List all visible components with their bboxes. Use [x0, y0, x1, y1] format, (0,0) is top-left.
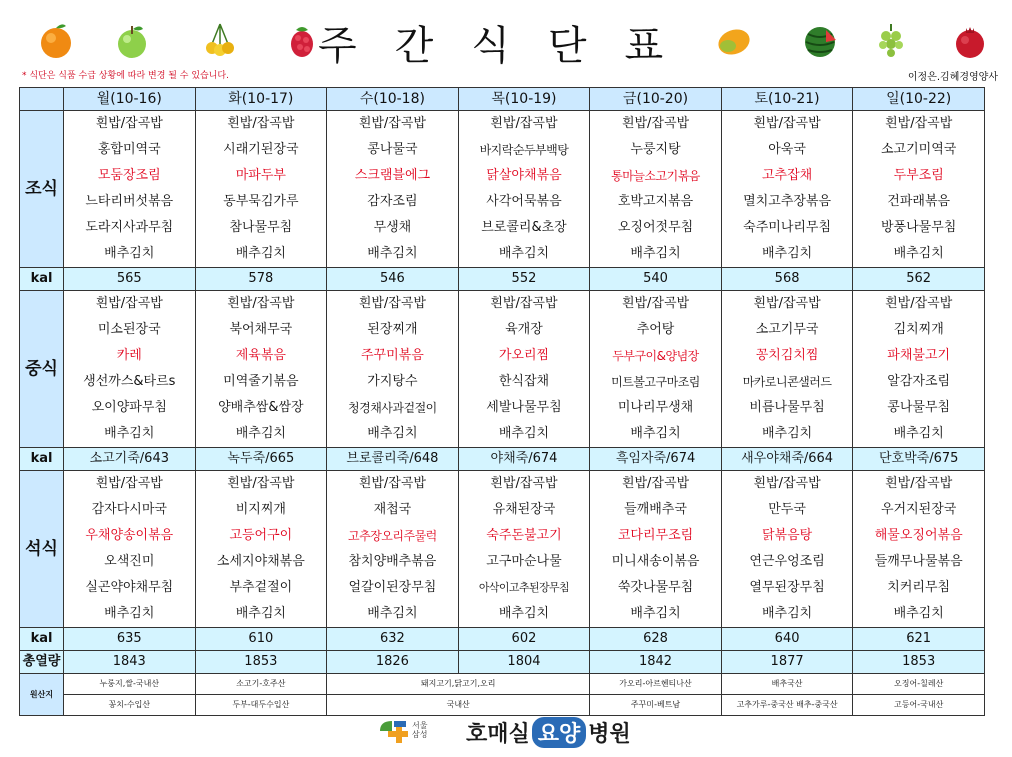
- menu-item: 소고기미역국: [853, 137, 985, 163]
- lunch-row: [20, 343, 985, 369]
- total-value: 1853: [195, 651, 327, 674]
- menu-item: 흰밥/잡곡밥: [458, 291, 590, 318]
- total-label: 총열량: [20, 651, 64, 674]
- menu-item: 건파래볶음: [853, 189, 985, 215]
- origin-item: 가오리-아르헨티나산: [590, 674, 722, 695]
- corner-cell: [20, 88, 64, 111]
- menu-item: 흰밥/잡곡밥: [721, 291, 853, 318]
- day-header: 월(10-16): [64, 88, 196, 111]
- breakfast-kal-row: [20, 268, 985, 291]
- lunch-row: [20, 395, 985, 421]
- menu-item: 배추김치: [195, 241, 327, 268]
- hospital-name: [466, 717, 631, 748]
- kal-label: kal: [20, 268, 64, 291]
- menu-item: 배추김치: [327, 421, 459, 448]
- menu-item: 배추김치: [590, 241, 722, 268]
- menu-item: 고구마순나물: [458, 549, 590, 575]
- breakfast-label: 조식: [20, 111, 64, 268]
- total-value: 1843: [64, 651, 196, 674]
- mango-icon: [714, 20, 754, 60]
- menu-item: 호박고지볶음: [590, 189, 722, 215]
- menu-item: 흰밥/잡곡밥: [327, 111, 459, 138]
- menu-item: 만두국: [721, 497, 853, 523]
- menu-item: 멸치고추장볶음: [721, 189, 853, 215]
- menu-item: 느타리버섯볶음: [64, 189, 196, 215]
- menu-item: 미니새송이볶음: [590, 549, 722, 575]
- menu-item: 배추김치: [195, 601, 327, 628]
- menu-item: 방풍나물무침: [853, 215, 985, 241]
- origin-item: 배추국산: [721, 674, 853, 695]
- day-header: 화(10-17): [195, 88, 327, 111]
- menu-item: 통마늘소고기볶음: [590, 163, 722, 189]
- menu-item: 흰밥/잡곡밥: [458, 471, 590, 498]
- apple-icon: [112, 20, 152, 60]
- origin-label: 원산지: [20, 674, 64, 716]
- menu-item: 우거지된장국: [853, 497, 985, 523]
- logo-sub-line2: 삼성: [412, 730, 428, 739]
- menu-item: 누룽지탕: [590, 137, 722, 163]
- origin-row: [20, 695, 985, 716]
- menu-item: 배추김치: [64, 421, 196, 448]
- menu-item: 열무된장무침: [721, 575, 853, 601]
- menu-item: 흰밥/잡곡밥: [195, 291, 327, 318]
- menu-item: 닭볶음탕: [721, 523, 853, 549]
- menu-item: 배추김치: [64, 241, 196, 268]
- watermelon-icon: [800, 20, 840, 60]
- menu-item: 고추잡채: [721, 163, 853, 189]
- menu-item: 흰밥/잡곡밥: [195, 111, 327, 138]
- total-kcal-row: [20, 651, 985, 674]
- origin-item: 누룽지,쌀-국내산: [64, 674, 196, 695]
- day-header: 금(10-20): [590, 88, 722, 111]
- day-header: 토(10-21): [721, 88, 853, 111]
- kal-value: 578: [195, 268, 327, 291]
- menu-item: 흰밥/잡곡밥: [853, 471, 985, 498]
- menu-item: 들깨무나물볶음: [853, 549, 985, 575]
- menu-item: 흰밥/잡곡밥: [64, 291, 196, 318]
- menu-item: 숙주미나리무침: [721, 215, 853, 241]
- hospital-name-pill: 요양: [532, 717, 587, 748]
- menu-item: 배추김치: [327, 601, 459, 628]
- menu-item: 배추김치: [64, 601, 196, 628]
- menu-item: 주꾸미볶음: [327, 343, 459, 369]
- menu-item: 두부조림: [853, 163, 985, 189]
- menu-item: 콩나물국: [327, 137, 459, 163]
- kal-value: 632: [327, 628, 459, 651]
- origin-item: 돼지고기,닭고기,오리: [327, 674, 590, 695]
- menu-item: 유채된장국: [458, 497, 590, 523]
- origin-item: 소고기-호주산: [195, 674, 327, 695]
- kal-value: 621: [853, 628, 985, 651]
- menu-item: 비지찌개: [195, 497, 327, 523]
- menu-item: 추어탕: [590, 317, 722, 343]
- menu-item: 배추김치: [327, 241, 459, 268]
- kal-value: 568: [721, 268, 853, 291]
- menu-item: 김치찌개: [853, 317, 985, 343]
- menu-item: 마파두부: [195, 163, 327, 189]
- menu-item: 흰밥/잡곡밥: [64, 471, 196, 498]
- menu-item: 육개장: [458, 317, 590, 343]
- menu-item: 배추김치: [458, 241, 590, 268]
- menu-item: 모둠장조림: [64, 163, 196, 189]
- menu-item: 배추김치: [590, 421, 722, 448]
- menu-item: 콩나물무침: [853, 395, 985, 421]
- menu-item: 미트볼고구마조림: [590, 369, 722, 395]
- menu-item: 배추김치: [853, 421, 985, 448]
- kal-value: 610: [195, 628, 327, 651]
- menu-item: 브로콜리&초장: [458, 215, 590, 241]
- notice-text: * 식단은 식품 수급 상황에 따라 변경 될 수 있습니다.: [22, 71, 229, 81]
- menu-item: 한식잡채: [458, 369, 590, 395]
- menu-item: 얼갈이된장무침: [327, 575, 459, 601]
- menu-item: 오징어젓무침: [590, 215, 722, 241]
- page-title: 주간식단표: [318, 23, 702, 69]
- menu-item: 세발나물무침: [458, 395, 590, 421]
- origin-item: 꽁치-수입산: [64, 695, 196, 716]
- menu-item: 홍합미역국: [64, 137, 196, 163]
- menu-item: 흰밥/잡곡밥: [590, 291, 722, 318]
- kal-value: 흑임자죽/674: [590, 448, 722, 471]
- lunch-row: [20, 369, 985, 395]
- logo-subtitle: [412, 721, 427, 739]
- menu-item: 카레: [64, 343, 196, 369]
- menu-item: 참치양배추볶음: [327, 549, 459, 575]
- day-header: 목(10-19): [458, 88, 590, 111]
- menu-item: 흰밥/잡곡밥: [590, 111, 722, 138]
- menu-item: 가지탕수: [327, 369, 459, 395]
- breakfast-row: [20, 215, 985, 241]
- menu-item: 흰밥/잡곡밥: [853, 291, 985, 318]
- origin-item: 두부-대두수입산: [195, 695, 327, 716]
- hospital-name-a: 호매실: [466, 722, 530, 747]
- breakfast-row: [20, 111, 985, 138]
- menu-item: 배추김치: [853, 601, 985, 628]
- menu-item: 아욱국: [721, 137, 853, 163]
- hospital-logo: [376, 715, 696, 749]
- kal-value: 640: [721, 628, 853, 651]
- kal-value: 565: [64, 268, 196, 291]
- kal-value: 546: [327, 268, 459, 291]
- breakfast-row: [20, 189, 985, 215]
- menu-item: 흰밥/잡곡밥: [195, 471, 327, 498]
- menu-item: 배추김치: [195, 421, 327, 448]
- kal-value: 540: [590, 268, 722, 291]
- orange-icon: [36, 20, 76, 60]
- menu-item: 스크램블에그: [327, 163, 459, 189]
- menu-item: 가오리찜: [458, 343, 590, 369]
- menu-item: 감자다시마국: [64, 497, 196, 523]
- pomegranate-icon: [950, 20, 990, 60]
- dinner-row: [20, 471, 985, 498]
- menu-item: 흰밥/잡곡밥: [590, 471, 722, 498]
- weekly-menu-table: [19, 87, 985, 716]
- menu-item: 흰밥/잡곡밥: [721, 471, 853, 498]
- menu-item: 재첩국: [327, 497, 459, 523]
- total-value: 1842: [590, 651, 722, 674]
- menu-item: 고등어구이: [195, 523, 327, 549]
- lunch-label: 중식: [20, 291, 64, 448]
- menu-item: 도라지사과무침: [64, 215, 196, 241]
- breakfast-row: [20, 137, 985, 163]
- menu-item: 오색진미: [64, 549, 196, 575]
- dinner-row: [20, 549, 985, 575]
- menu-item: 오이양파무침: [64, 395, 196, 421]
- total-value: 1804: [458, 651, 590, 674]
- menu-item: 실곤약야채무침: [64, 575, 196, 601]
- menu-item: 비름나물무침: [721, 395, 853, 421]
- menu-item: 감자조림: [327, 189, 459, 215]
- dinner-row: [20, 575, 985, 601]
- menu-item: 쑥갓나물무침: [590, 575, 722, 601]
- kal-value: 새우야채죽/664: [721, 448, 853, 471]
- menu-item: 닭살야채볶음: [458, 163, 590, 189]
- menu-item: 흰밥/잡곡밥: [721, 111, 853, 138]
- menu-item: 시래기된장국: [195, 137, 327, 163]
- menu-item: 흰밥/잡곡밥: [327, 291, 459, 318]
- menu-item: 알감자조림: [853, 369, 985, 395]
- breakfast-row: [20, 241, 985, 268]
- kal-value: 브로콜리죽/648: [327, 448, 459, 471]
- menu-item: 소세지야채볶음: [195, 549, 327, 575]
- menu-item: 배추김치: [458, 421, 590, 448]
- menu-item: 배추김치: [721, 601, 853, 628]
- menu-item: 배추김치: [853, 241, 985, 268]
- menu-item: 꽁치김치찜: [721, 343, 853, 369]
- menu-item: 사각어묵볶음: [458, 189, 590, 215]
- menu-item: 숙주돈불고기: [458, 523, 590, 549]
- origin-item: 국내산: [327, 695, 590, 716]
- kal-value: 602: [458, 628, 590, 651]
- menu-item: 해물오징어볶음: [853, 523, 985, 549]
- menu-item: 양배추쌈&쌈장: [195, 395, 327, 421]
- total-value: 1826: [327, 651, 459, 674]
- dinner-row: [20, 601, 985, 628]
- kal-value: 552: [458, 268, 590, 291]
- dinner-row: [20, 523, 985, 549]
- menu-item: 흰밥/잡곡밥: [327, 471, 459, 498]
- menu-item: 배추김치: [590, 601, 722, 628]
- hospital-name-b: 병원: [588, 722, 631, 747]
- origin-item: 고추가루-중국산 배추-중국산: [721, 695, 853, 716]
- day-header: 수(10-18): [327, 88, 459, 111]
- menu-item: 배추김치: [458, 601, 590, 628]
- menu-item: 소고기무국: [721, 317, 853, 343]
- menu-item: 무생채: [327, 215, 459, 241]
- kal-value: 628: [590, 628, 722, 651]
- menu-item: 파채불고기: [853, 343, 985, 369]
- origin-item: 오징어-칠레산: [853, 674, 985, 695]
- origin-item: 주꾸미-베트남: [590, 695, 722, 716]
- lunch-row: [20, 317, 985, 343]
- menu-item: 미역줄기볶음: [195, 369, 327, 395]
- kal-value: 소고기죽/643: [64, 448, 196, 471]
- menu-item: 연근우엉조림: [721, 549, 853, 575]
- total-value: 1853: [853, 651, 985, 674]
- menu-item: 마카로니콘샐러드: [721, 369, 853, 395]
- menu-item: 아삭이고추된장무침: [458, 575, 590, 601]
- kal-value: 562: [853, 268, 985, 291]
- menu-item: 흰밥/잡곡밥: [458, 111, 590, 138]
- menu-item: 된장찌개: [327, 317, 459, 343]
- total-value: 1877: [721, 651, 853, 674]
- menu-item: 치커리무침: [853, 575, 985, 601]
- day-header-row: [20, 88, 985, 111]
- origin-row: [20, 674, 985, 695]
- kal-label: kal: [20, 628, 64, 651]
- hospital-cross-icon: [376, 717, 410, 747]
- dinner-row: [20, 497, 985, 523]
- raspberry-icon: [282, 20, 322, 60]
- menu-item: 북어채무국: [195, 317, 327, 343]
- kal-value: 녹두죽/665: [195, 448, 327, 471]
- menu-item: 부추겉절이: [195, 575, 327, 601]
- kal-value: 단호박죽/675: [853, 448, 985, 471]
- menu-item: 바지락순두부백탕: [458, 137, 590, 163]
- lunch-row: [20, 291, 985, 318]
- menu-item: 코다리무조림: [590, 523, 722, 549]
- menu-item: 들깨배추국: [590, 497, 722, 523]
- menu-item: 흰밥/잡곡밥: [64, 111, 196, 138]
- menu-item: 참나물무침: [195, 215, 327, 241]
- menu-item: 두부구이&양념장: [590, 343, 722, 369]
- header: [0, 0, 1012, 83]
- logo-sub-line1: 서울: [412, 721, 428, 730]
- cherry-icon: [200, 20, 240, 60]
- day-header: 일(10-22): [853, 88, 985, 111]
- grape-icon: [872, 20, 912, 60]
- menu-item: 미나리무생채: [590, 395, 722, 421]
- menu-item: 배추김치: [721, 241, 853, 268]
- menu-item: 청경채사과겉절이: [327, 395, 459, 421]
- menu-item: 우채양송이볶음: [64, 523, 196, 549]
- menu-item: 미소된장국: [64, 317, 196, 343]
- breakfast-row: [20, 163, 985, 189]
- author-text: 이정은.김혜경영양사: [907, 72, 998, 83]
- menu-item: 배추김치: [721, 421, 853, 448]
- kal-label: kal: [20, 448, 64, 471]
- kal-value: 635: [64, 628, 196, 651]
- menu-item: 동부묵김가루: [195, 189, 327, 215]
- dinner-kal-row: [20, 628, 985, 651]
- kal-value: 야채죽/674: [458, 448, 590, 471]
- lunch-kal-row: [20, 448, 985, 471]
- menu-item: 생선까스&타르s: [64, 369, 196, 395]
- origin-item: 고등어-국내산: [853, 695, 985, 716]
- menu-item: 고추장오리주물럭: [327, 523, 459, 549]
- lunch-row: [20, 421, 985, 448]
- menu-item: 제육볶음: [195, 343, 327, 369]
- dinner-label: 석식: [20, 471, 64, 628]
- menu-item: 흰밥/잡곡밥: [853, 111, 985, 138]
